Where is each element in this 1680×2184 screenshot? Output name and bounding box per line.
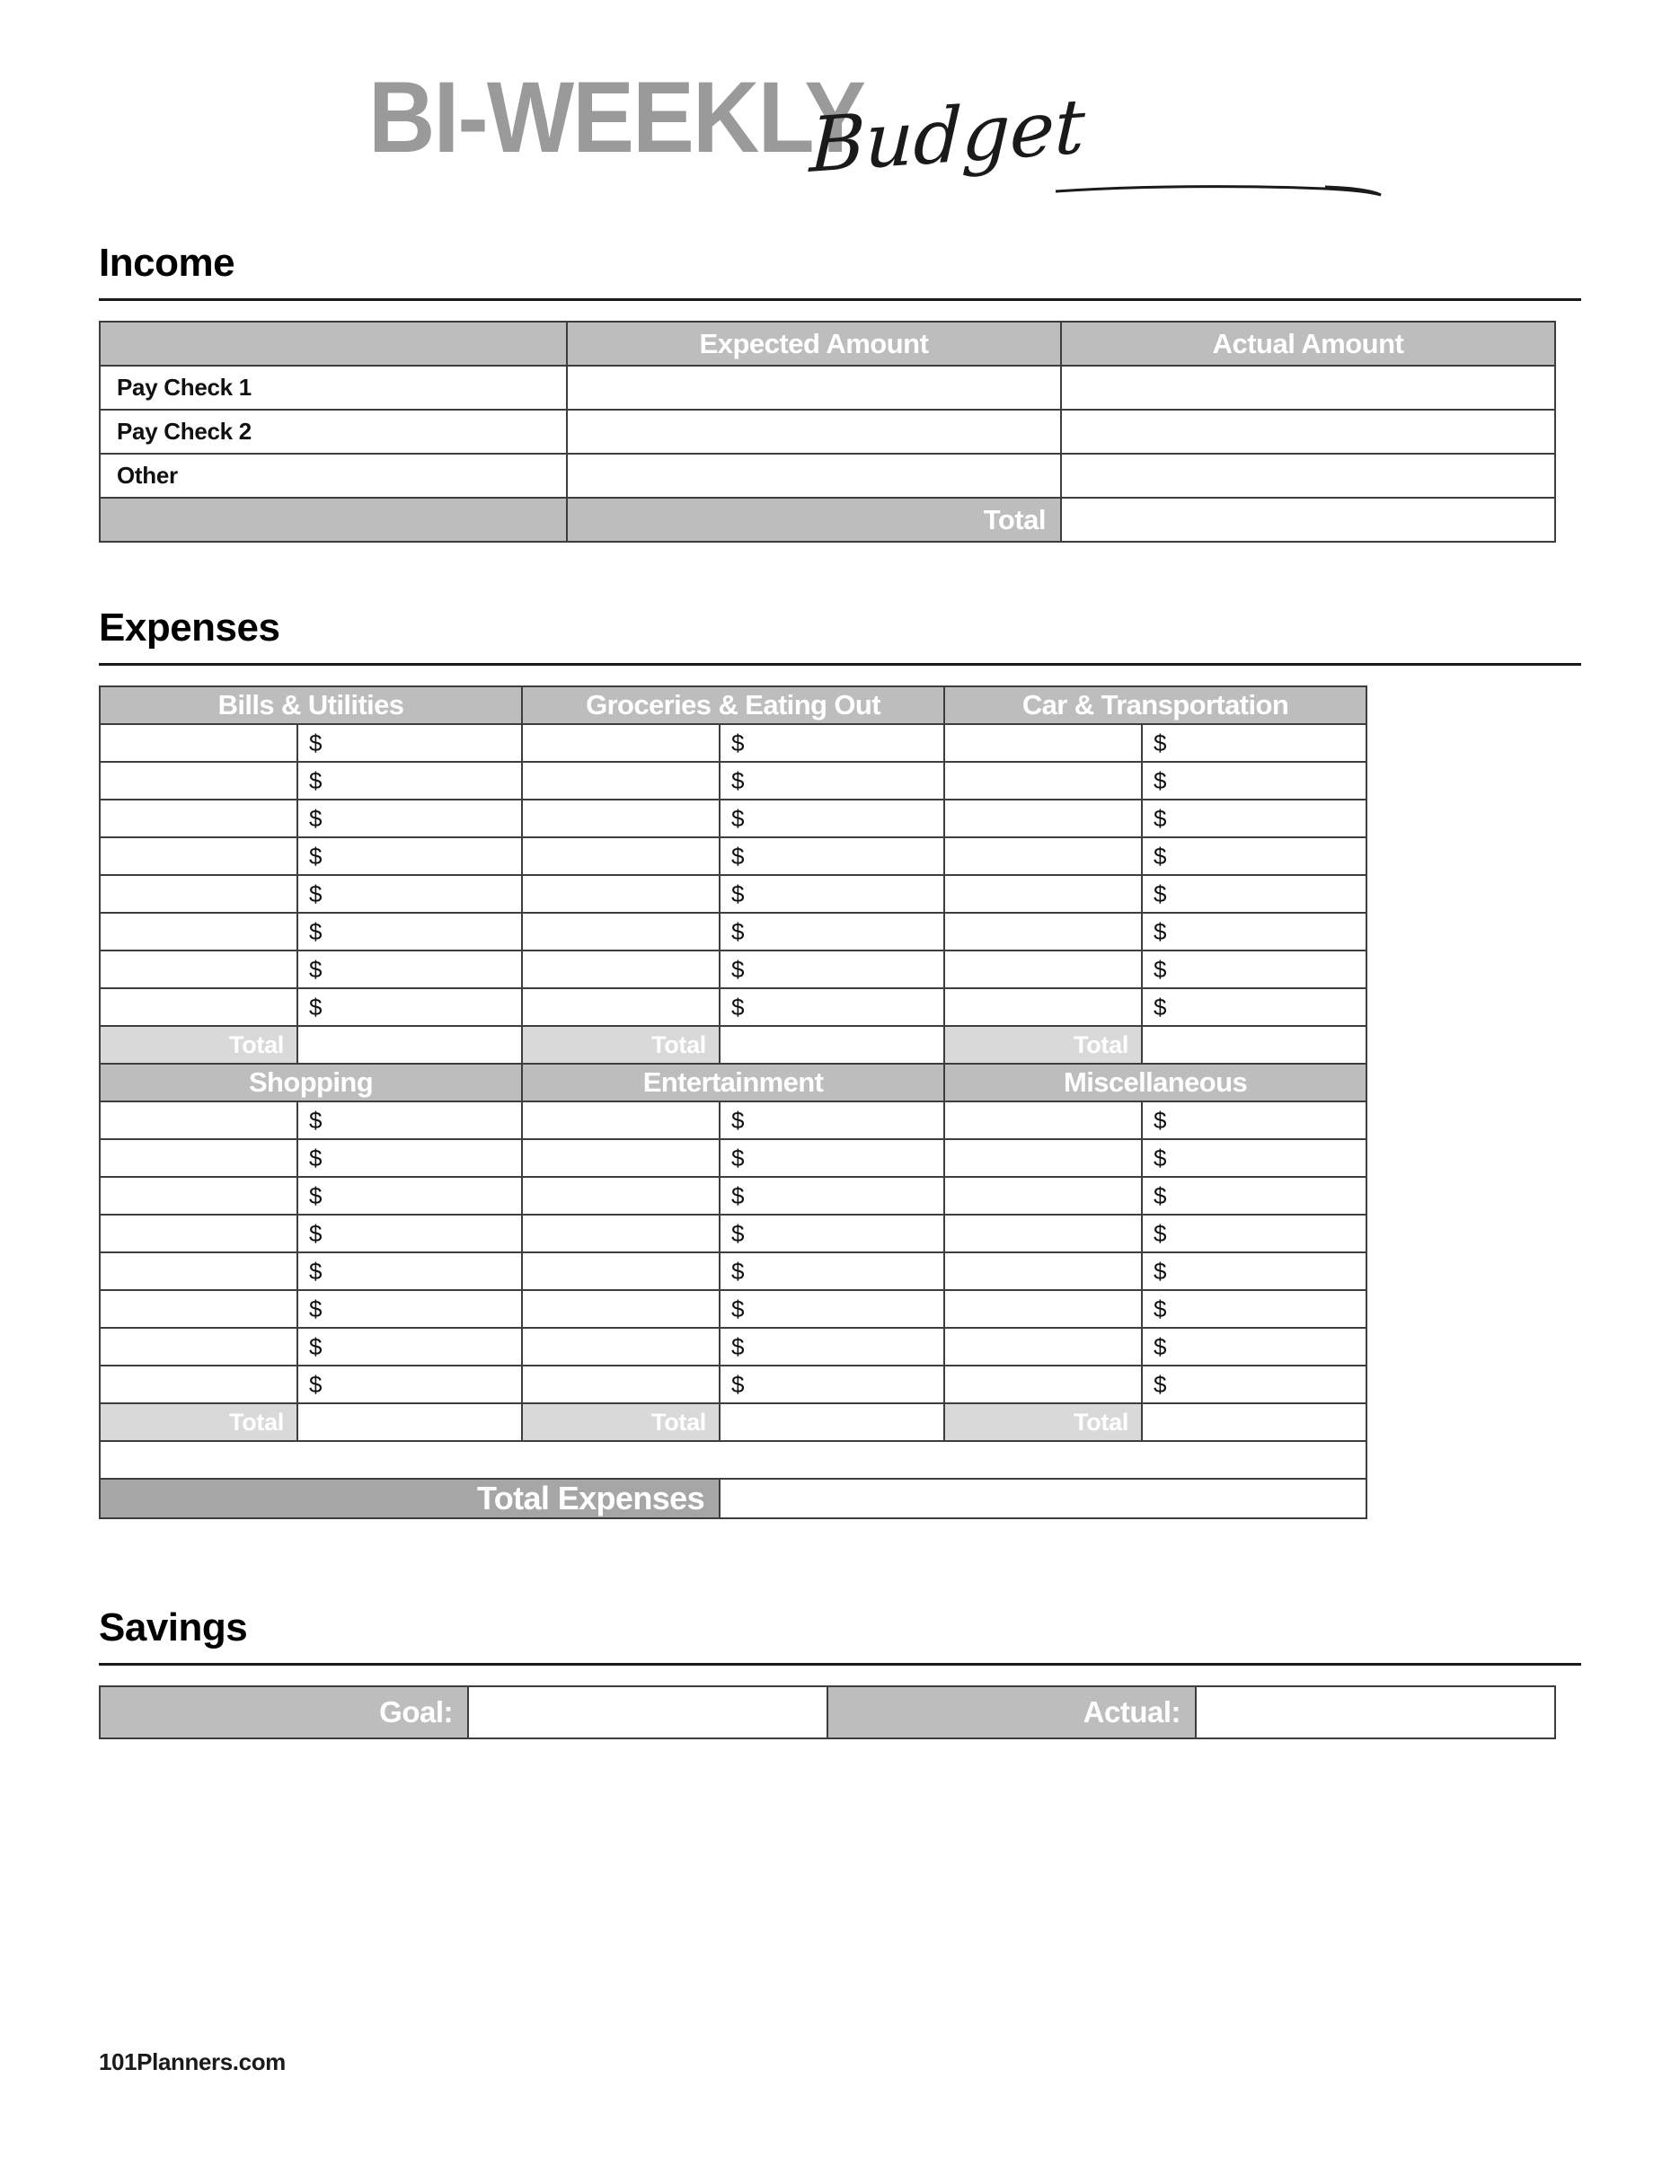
savings-divider [99, 1663, 1581, 1666]
expense-subtotal-label: Total [944, 1026, 1142, 1064]
expense-item-amount-input[interactable]: $ [297, 988, 522, 1026]
expense-item-name-input[interactable] [944, 1328, 1142, 1366]
income-header-row [100, 322, 1555, 366]
expense-item-amount-input[interactable]: $ [297, 800, 522, 837]
expense-item-row [100, 837, 1366, 875]
expense-item-amount-input[interactable]: $ [297, 1328, 522, 1366]
expense-item-amount-input[interactable]: $ [1142, 724, 1366, 762]
expense-item-row [100, 1101, 1366, 1139]
expense-item-amount-input[interactable]: $ [297, 837, 522, 875]
expense-item-row [100, 988, 1366, 1026]
expense-item-name-input[interactable] [944, 724, 1142, 762]
income-total-blank [100, 498, 567, 542]
expense-item-name-input[interactable] [522, 1290, 720, 1328]
income-header-actual: Actual Amount [1061, 322, 1555, 366]
expense-item-name-input[interactable] [522, 1177, 720, 1215]
expense-item-name-input[interactable] [522, 1252, 720, 1290]
expense-item-row [100, 762, 1366, 800]
expense-item-row [100, 1290, 1366, 1328]
expense-item-amount-input[interactable]: $ [297, 1366, 522, 1403]
expense-category-header-row [100, 686, 1366, 724]
income-total-label: Total [567, 498, 1061, 542]
income-total-row [100, 498, 1555, 542]
income-section [99, 241, 1581, 543]
expense-item-amount-input[interactable]: $ [720, 1139, 944, 1177]
expense-category-header-bills-utilities: Bills & Utilities [100, 686, 522, 724]
expense-item-amount-input[interactable]: $ [297, 1215, 522, 1252]
expense-item-amount-input[interactable]: $ [297, 762, 522, 800]
expense-item-name-input[interactable] [522, 1328, 720, 1366]
savings-goal-label: Goal: [100, 1686, 468, 1738]
expense-item-row [100, 1252, 1366, 1290]
expense-item-amount-input[interactable]: $ [720, 1290, 944, 1328]
expense-item-amount-input[interactable]: $ [720, 1177, 944, 1215]
expense-item-amount-input[interactable]: $ [720, 951, 944, 988]
savings-heading: Savings [99, 1605, 248, 1649]
expense-item-amount-input[interactable]: $ [297, 1290, 522, 1328]
expense-item-amount-input[interactable]: $ [297, 1177, 522, 1215]
expense-item-amount-input[interactable]: $ [1142, 837, 1366, 875]
savings-actual-input[interactable] [1196, 1686, 1555, 1738]
expense-grand-total-row [100, 1479, 1366, 1518]
income-total-input[interactable] [1061, 498, 1555, 542]
expense-subtotal-input[interactable] [1142, 1026, 1366, 1064]
expense-item-amount-input[interactable]: $ [1142, 1177, 1366, 1215]
expense-item-amount-input[interactable]: $ [720, 988, 944, 1026]
expense-item-name-input[interactable] [100, 762, 297, 800]
expense-item-row [100, 800, 1366, 837]
expense-item-name-input[interactable] [100, 724, 297, 762]
income-row-label-paycheck2: Pay Check 2 [100, 410, 567, 454]
expense-item-name-input[interactable] [522, 837, 720, 875]
expense-item-amount-input[interactable]: $ [720, 1328, 944, 1366]
expenses-table [99, 685, 1367, 1519]
table-row [100, 366, 1555, 410]
expense-subtotal-label: Total [944, 1403, 1142, 1441]
income-row-label-other: Other [100, 454, 567, 498]
expense-item-row [100, 1177, 1366, 1215]
expense-item-amount-input[interactable]: $ [1142, 988, 1366, 1026]
income-header-expected: Expected Amount [567, 322, 1061, 366]
expense-item-amount-input[interactable]: $ [720, 1252, 944, 1290]
expense-item-name-input[interactable] [944, 800, 1142, 837]
expense-item-amount-input[interactable]: $ [720, 1366, 944, 1403]
income-row-label-paycheck1: Pay Check 1 [100, 366, 567, 410]
expense-item-row [100, 724, 1366, 762]
expense-item-amount-input[interactable]: $ [297, 1252, 522, 1290]
expense-item-name-input[interactable] [944, 1139, 1142, 1177]
expense-item-name-input[interactable] [522, 988, 720, 1026]
savings-row [100, 1686, 1555, 1738]
savings-table [99, 1685, 1556, 1739]
expense-item-amount-input[interactable]: $ [720, 913, 944, 951]
expense-grand-total-input[interactable] [720, 1479, 1366, 1518]
income-other-expected-input[interactable] [567, 454, 1061, 498]
expense-item-name-input[interactable] [100, 988, 297, 1026]
footer-site-label: 101Planners.com [99, 2048, 286, 2075]
expense-category-header-entertainment: Entertainment [522, 1064, 944, 1101]
table-row [100, 410, 1555, 454]
expense-item-row [100, 1328, 1366, 1366]
expense-subtotal-row [100, 1026, 1366, 1064]
expense-spacer-cell [100, 1441, 1366, 1479]
expense-subtotal-label: Total [100, 1026, 297, 1064]
expense-item-amount-input[interactable]: $ [1142, 800, 1366, 837]
expense-subtotal-input[interactable] [297, 1026, 522, 1064]
expense-item-name-input[interactable] [944, 913, 1142, 951]
income-divider [99, 298, 1581, 301]
expense-item-name-input[interactable] [522, 1215, 720, 1252]
expense-item-name-input[interactable] [944, 1366, 1142, 1403]
income-paycheck1-actual-input[interactable] [1061, 366, 1555, 410]
expense-item-name-input[interactable] [522, 1139, 720, 1177]
expense-item-amount-input[interactable]: $ [1142, 1252, 1366, 1290]
expense-item-amount-input[interactable]: $ [720, 875, 944, 913]
expense-item-name-input[interactable] [522, 724, 720, 762]
expense-item-name-input[interactable] [100, 1366, 297, 1403]
title-main-text: BI-WEEKLY [368, 61, 865, 173]
expense-subtotal-label: Total [522, 1403, 720, 1441]
expense-subtotal-label: Total [522, 1026, 720, 1064]
income-paycheck2-expected-input[interactable] [567, 410, 1061, 454]
expense-subtotal-input[interactable] [297, 1403, 522, 1441]
expense-item-amount-input[interactable]: $ [1142, 1215, 1366, 1252]
expense-item-name-input[interactable] [944, 1215, 1142, 1252]
expense-item-amount-input[interactable]: $ [1142, 1101, 1366, 1139]
expense-item-name-input[interactable] [522, 913, 720, 951]
income-paycheck1-expected-input[interactable] [567, 366, 1061, 410]
expense-item-name-input[interactable] [100, 1177, 297, 1215]
expense-item-name-input[interactable] [944, 837, 1142, 875]
expense-item-amount-input[interactable]: $ [720, 837, 944, 875]
expense-item-name-input[interactable] [100, 800, 297, 837]
expense-item-name-input[interactable] [944, 875, 1142, 913]
expense-item-name-input[interactable] [522, 1101, 720, 1139]
expense-item-amount-input[interactable]: $ [297, 1101, 522, 1139]
expense-item-amount-input[interactable]: $ [297, 724, 522, 762]
income-header-blank [100, 322, 567, 366]
expense-item-name-input[interactable] [100, 951, 297, 988]
expenses-heading: Expenses [99, 606, 280, 650]
expenses-divider [99, 663, 1581, 666]
expense-item-amount-input[interactable]: $ [1142, 1366, 1366, 1403]
expense-item-name-input[interactable] [522, 875, 720, 913]
expense-item-row [100, 875, 1366, 913]
expense-item-row [100, 951, 1366, 988]
expense-subtotal-input[interactable] [1142, 1403, 1366, 1441]
expense-item-name-input[interactable] [522, 800, 720, 837]
title-underline-swash [1056, 184, 1388, 193]
expense-item-name-input[interactable] [944, 988, 1142, 1026]
expense-item-name-input[interactable] [944, 762, 1142, 800]
expense-category-header-row [100, 1064, 1366, 1101]
expense-item-name-input[interactable] [522, 1366, 720, 1403]
expenses-section [99, 606, 1581, 1519]
expense-item-name-input[interactable] [944, 951, 1142, 988]
expense-item-amount-input[interactable]: $ [720, 800, 944, 837]
expense-item-amount-input[interactable]: $ [297, 875, 522, 913]
expense-item-name-input[interactable] [944, 1101, 1142, 1139]
expense-item-name-input[interactable] [100, 875, 297, 913]
table-row [100, 454, 1555, 498]
expense-item-amount-input[interactable]: $ [1142, 913, 1366, 951]
expense-subtotal-row [100, 1403, 1366, 1441]
income-heading: Income [99, 241, 235, 285]
income-paycheck2-actual-input[interactable] [1061, 410, 1555, 454]
expense-item-amount-input[interactable]: $ [297, 951, 522, 988]
expense-category-header-miscellaneous: Miscellaneous [944, 1064, 1366, 1101]
expense-item-name-input[interactable] [100, 1252, 297, 1290]
expense-category-header-groceries-eating-out: Groceries & Eating Out [522, 686, 944, 724]
expense-item-row [100, 1215, 1366, 1252]
expense-item-amount-input[interactable]: $ [297, 1139, 522, 1177]
expense-item-name-input[interactable] [100, 1290, 297, 1328]
expense-item-amount-input[interactable]: $ [720, 1101, 944, 1139]
expense-category-header-shopping: Shopping [100, 1064, 522, 1101]
expense-item-name-input[interactable] [522, 951, 720, 988]
expense-item-row [100, 1139, 1366, 1177]
expense-item-amount-input[interactable]: $ [720, 724, 944, 762]
expense-item-amount-input[interactable]: $ [297, 913, 522, 951]
expense-item-name-input[interactable] [944, 1252, 1142, 1290]
expense-item-name-input[interactable] [100, 1101, 297, 1139]
expense-subtotal-label: Total [100, 1403, 297, 1441]
savings-goal-input[interactable] [468, 1686, 827, 1738]
expense-item-name-input[interactable] [522, 762, 720, 800]
expense-item-amount-input[interactable]: $ [1142, 762, 1366, 800]
expense-grand-total-label: Total Expenses [100, 1479, 720, 1518]
expense-item-name-input[interactable] [944, 1290, 1142, 1328]
expense-item-row [100, 1366, 1366, 1403]
expense-item-name-input[interactable] [100, 1215, 297, 1252]
savings-section [99, 1605, 1581, 1739]
expense-item-name-input[interactable] [100, 1139, 297, 1177]
expense-item-name-input[interactable] [100, 913, 297, 951]
income-other-actual-input[interactable] [1061, 454, 1555, 498]
expense-subtotal-input[interactable] [720, 1403, 944, 1441]
expense-item-name-input[interactable] [944, 1177, 1142, 1215]
expense-item-row [100, 913, 1366, 951]
expense-item-amount-input[interactable]: $ [1142, 1290, 1366, 1328]
expense-item-amount-input[interactable]: $ [1142, 1328, 1366, 1366]
expense-category-header-car-transportation: Car & Transportation [944, 686, 1366, 724]
income-table [99, 321, 1556, 543]
title-script-text: Budget [808, 82, 1087, 190]
expense-item-amount-input[interactable]: $ [720, 762, 944, 800]
expense-item-amount-input[interactable]: $ [720, 1215, 944, 1252]
expense-spacer-row [100, 1441, 1366, 1479]
expense-item-name-input[interactable] [100, 837, 297, 875]
savings-actual-label: Actual: [827, 1686, 1196, 1738]
expense-item-amount-input[interactable]: $ [1142, 951, 1366, 988]
expense-item-amount-input[interactable]: $ [1142, 1139, 1366, 1177]
expense-item-amount-input[interactable]: $ [1142, 875, 1366, 913]
expense-item-name-input[interactable] [100, 1328, 297, 1366]
page-title [99, 0, 1581, 234]
expense-subtotal-input[interactable] [720, 1026, 944, 1064]
